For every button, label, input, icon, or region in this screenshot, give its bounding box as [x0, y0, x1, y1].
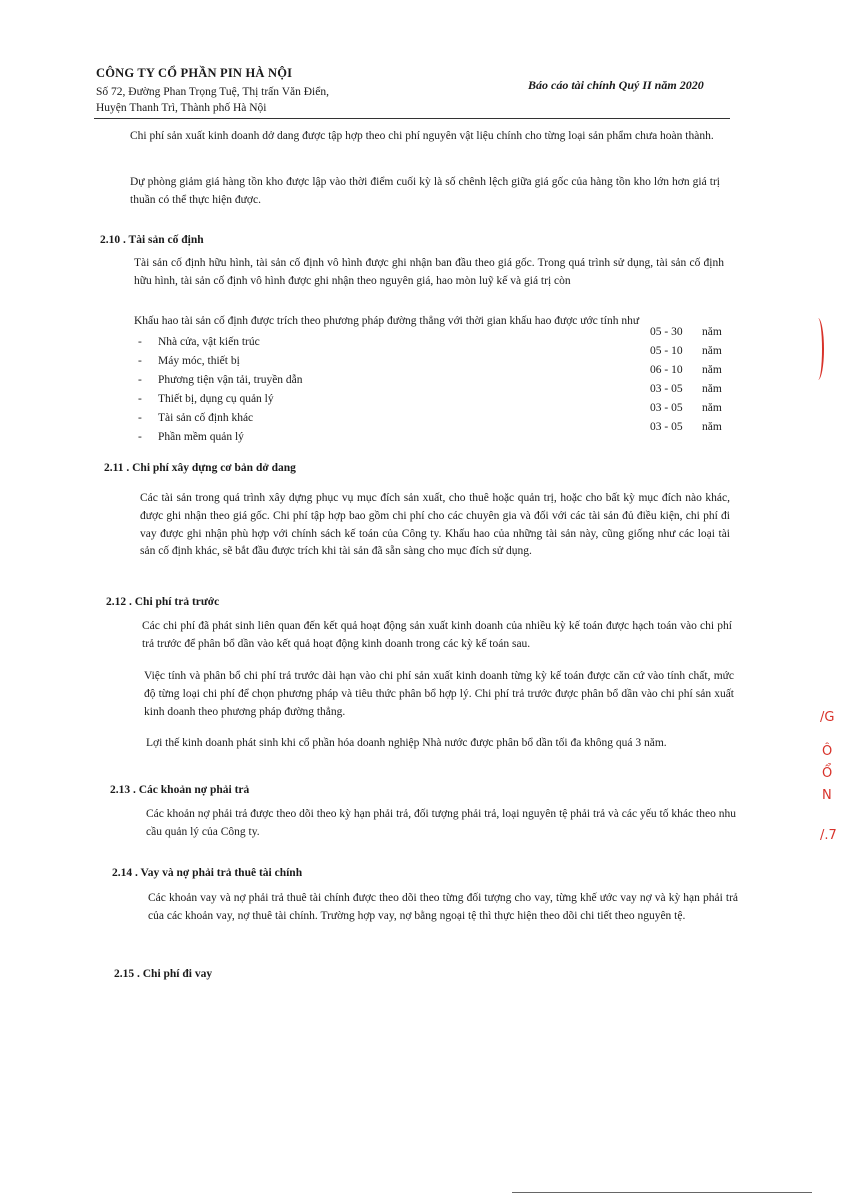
unit-year: năm	[702, 326, 722, 338]
scan-edge-line	[512, 1192, 812, 1193]
list-item	[138, 383, 738, 410]
stamp-fragment-curve	[812, 318, 824, 380]
paragraph-prepaid-3: Lợi thế kinh doanh phát sinh khi cổ phần hóa doanh nghiệp Nhà nước được phân bổ dần tối đa không quá 3 năm.	[146, 737, 667, 749]
asset-type: Máy móc, thiết bị	[158, 355, 240, 367]
asset-type: Thiết bị, dụng cụ quản lý	[158, 393, 274, 405]
useful-life-range: 05 - 30	[650, 326, 683, 338]
paragraph-construction-in-progress: Các tài sản trong quá trình xây dựng phục vụ mục đích sản xuất, cho thuê hoặc quản trị, hoặc cho bất kỳ mục đích nào khác, được ghi nhận theo giá gốc. Chi phí tập hợp bao gồm chi phí cho các chuyên gia và đối với các tài sản đủ điều kiện, chi phí đi vay được ghi nhận phù hợp với chính sách kế toán của Công ty. Khấu hao của những tài sản này, cũng giống như các loại tài sản cố định khác, sẽ bắt đầu được trích khi tài sản đã sẵn sàng cho mục đích sử dụng.	[140, 492, 730, 558]
useful-life-range: 06 - 10	[650, 364, 683, 376]
useful-life-range: 03 - 05	[650, 402, 683, 414]
asset-type: Phần mềm quản lý	[158, 431, 244, 443]
section-heading-2-10: 2.10 . Tài sản cố định	[100, 234, 204, 246]
list-item	[138, 326, 738, 353]
report-title: Báo cáo tài chính Quý II năm 2020	[528, 78, 704, 92]
paragraph-payables: Các khoản nợ phải trả được theo dõi theo kỳ hạn phải trả, đối tượng phải trả, loại nguyên tệ phải trả và các yếu tố khác theo nhu cầu quản lý của Công ty.	[146, 808, 736, 838]
company-address-line1: Số 72, Đường Phan Trọng Tuệ, Thị trấn Văn Điển,	[96, 86, 329, 98]
stamp-fragment: Ổ	[822, 766, 833, 781]
list-dash: -	[138, 336, 142, 348]
list-dash: -	[138, 412, 142, 424]
paragraph-prepaid-2: Việc tính và phân bổ chi phí trả trước dài hạn vào chi phí sản xuất kinh doanh từng kỳ kế toán được căn cứ vào tính chất, mức độ từng loại chi phí để chọn phương pháp và tiêu thức phân bổ hợp lý. Chi phí trả trước được phân bổ dần vào chi phí sản xuất kinh doanh theo phương pháp đường thẳng.	[144, 670, 734, 718]
useful-life-range: 03 - 05	[650, 421, 683, 433]
section-heading-2-12: 2.12 . Chi phí trả trước	[106, 596, 220, 608]
section-heading-2-13: 2.13 . Các khoản nợ phải trả	[110, 784, 250, 796]
list-item	[138, 421, 738, 448]
unit-year: năm	[702, 402, 722, 414]
list-dash: -	[138, 393, 142, 405]
section-heading-2-11: 2.11 . Chi phí xây dựng cơ bản dở dang	[104, 462, 296, 474]
depreciation-list	[138, 326, 738, 448]
paragraph-depreciation: Khấu hao tài sản cố định được trích theo phương pháp đường thẳng với thời gian khấu hao được ước tính như	[134, 315, 640, 327]
stamp-fragment: /.7	[820, 828, 837, 843]
company-address-line2: Huyện Thanh Trì, Thành phố Hà Nội	[96, 102, 267, 114]
asset-type: Nhà cửa, vật kiến trúc	[158, 336, 260, 348]
useful-life-range: 03 - 05	[650, 383, 683, 395]
paragraph-fixed-assets: Tài sản cố định hữu hình, tài sản cố định vô hình được ghi nhận ban đầu theo giá gốc. Trong quá trình sử dụng, tài sản cố định hữu hình, tài sản cố định vô hình được ghi nhận theo nguyên giá, hao mòn luỹ kế và giá trị còn	[134, 257, 724, 287]
paragraph-wip-cost: Chi phí sản xuất kinh doanh dở dang được tập hợp theo chi phí nguyên vật liệu chính cho từng loại sản phẩm chưa hoàn thành.	[130, 130, 714, 142]
paragraph-prepaid-1: Các chi phí đã phát sinh liên quan đến kết quả hoạt động sản xuất kinh doanh của nhiều kỳ kế toán được hạch toán vào chi phí trả trước để phân bổ dần vào kết quả hoạt động kinh doanh trong các kỳ kế toán sau.	[142, 620, 732, 650]
section-heading-2-14: 2.14 . Vay và nợ phải trả thuê tài chính	[112, 867, 303, 879]
useful-life-range: 05 - 10	[650, 345, 683, 357]
list-item	[138, 345, 738, 372]
header-divider	[94, 118, 730, 119]
paragraph-inventory-provision: Dự phòng giảm giá hàng tồn kho được lập vào thời điểm cuối kỳ là số chênh lệch giữa giá gốc của hàng tồn kho lớn hơn giá trị thuần có thể thực hiện được.	[130, 176, 720, 206]
list-dash: -	[138, 431, 142, 443]
list-dash: -	[138, 355, 142, 367]
stamp-fragment: N	[822, 788, 832, 803]
list-dash: -	[138, 374, 142, 386]
list-item	[138, 364, 738, 391]
unit-year: năm	[702, 364, 722, 376]
section-heading-2-15: 2.15 . Chi phí đi vay	[114, 968, 213, 980]
paragraph-loans: Các khoản vay và nợ phải trả thuê tài chính được theo dõi theo từng đối tượng cho vay, từng khế ước vay nợ và kỳ hạn phải trả của các khoản vay, nợ thuê tài chính. Trường hợp vay, nợ bằng ngoại tệ thì thực hiện theo dõi chi tiết theo nguyên tệ.	[148, 892, 738, 922]
list-item	[138, 402, 738, 429]
asset-type: Phương tiện vận tải, truyền dẫn	[158, 374, 303, 386]
stamp-fragment: Ô	[822, 744, 833, 759]
company-name: CÔNG TY CỔ PHẦN PIN HÀ NỘI	[96, 66, 293, 80]
asset-type: Tài sản cố định khác	[158, 412, 254, 424]
unit-year: năm	[702, 421, 722, 433]
unit-year: năm	[702, 383, 722, 395]
unit-year: năm	[702, 345, 722, 357]
stamp-fragment: /G	[820, 710, 835, 725]
